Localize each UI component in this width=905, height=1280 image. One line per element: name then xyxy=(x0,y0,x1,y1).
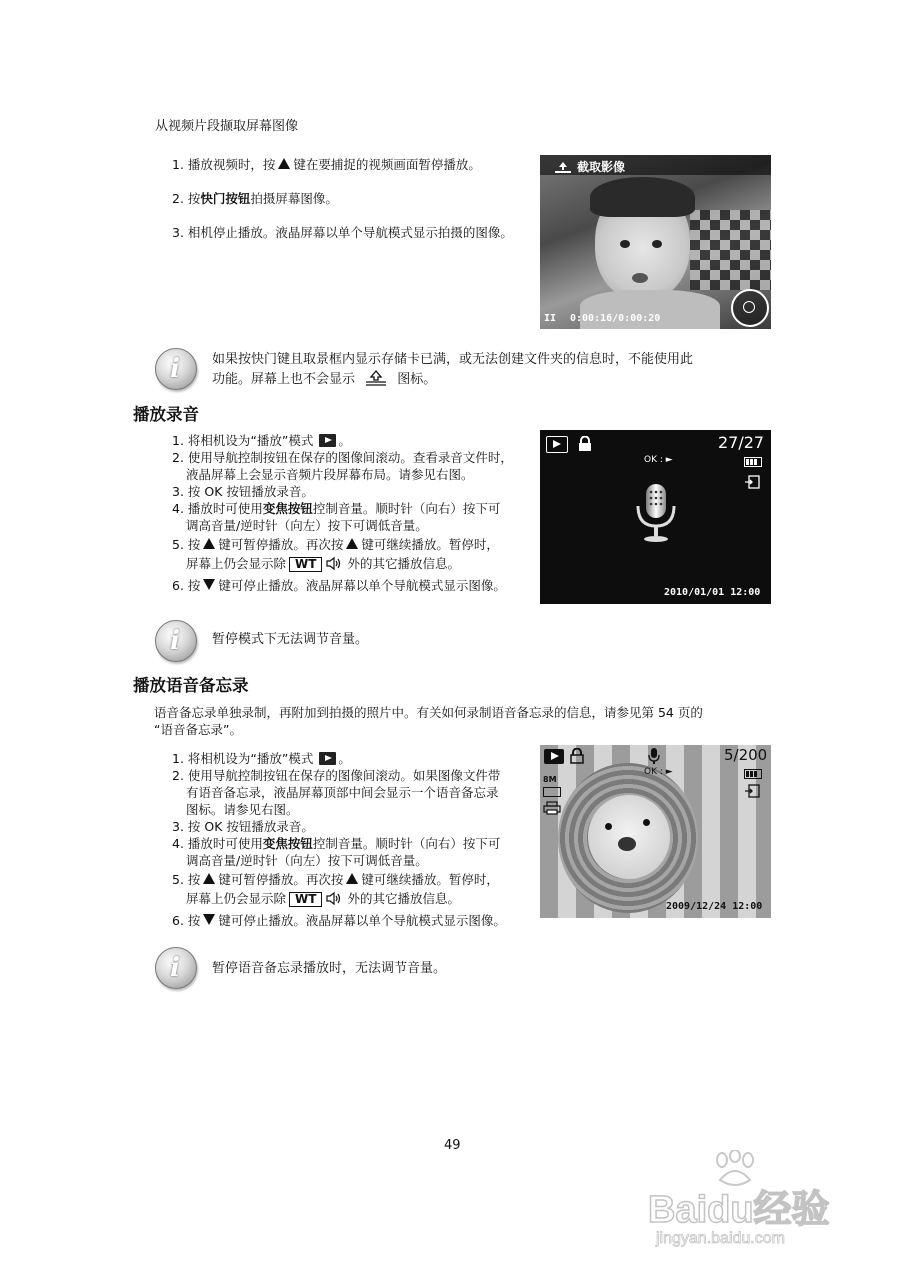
memo-step-3: 3. 按 OK 按钮播放录音。 xyxy=(172,819,314,834)
battery-icon xyxy=(744,769,762,779)
down-arrow-icon xyxy=(203,914,215,925)
playback-time: 0:00:16/0:00:20 xyxy=(570,313,661,324)
capture-step-2: 2. 按快门按钮拍摄屏幕图像。 xyxy=(172,191,338,206)
capture-icon xyxy=(554,159,572,178)
up-arrow-icon xyxy=(203,873,215,884)
voice-step-2: 2. 使用导航控制按钮在保存的图像间滚动。查看录音文件时， xyxy=(172,450,513,465)
voice-step-5: 5. 按 键可暂停播放。再次按 键可继续播放。暂停时， xyxy=(172,537,499,552)
play-mode-icon xyxy=(546,436,568,453)
page-number: 49 xyxy=(444,1138,461,1153)
playback-mode-icon xyxy=(319,434,336,447)
lock-icon xyxy=(578,436,592,456)
toy-eye-left xyxy=(605,823,612,830)
child-eye-right xyxy=(652,240,662,248)
watermark-url: jingyan.baidu.com xyxy=(656,1230,785,1247)
lock-icon xyxy=(570,748,584,768)
speaker-icon xyxy=(325,556,343,575)
voice-step-1: 1. 将相机设为“播放”模式 。 xyxy=(172,433,351,448)
video-capture-screen xyxy=(540,155,771,329)
info-note-icon: i xyxy=(155,620,197,662)
voice-memo-steps xyxy=(172,750,506,929)
screen-header-title: 截取影像 xyxy=(577,160,626,174)
checkered-floor xyxy=(690,210,771,290)
voice-step-6: 6. 按 键可停止播放。液晶屏幕以单个导航模式显示图像。 xyxy=(172,578,506,593)
screen-header-bar xyxy=(540,155,771,175)
toy-eye-right xyxy=(643,819,650,826)
watermark-brand: Baidu经验 xyxy=(648,1189,830,1231)
date-time: 2009/12/24 12:00 xyxy=(666,901,763,912)
capture-note: 如果按快门键且取景框内显示存储卡已满，或无法创建文件夹的信息时，不能使用此 功能。屏幕上也不会显示 图标。 xyxy=(212,350,693,394)
up-arrow-icon xyxy=(203,538,215,549)
up-arrow-icon xyxy=(346,538,358,549)
voice-step-5-cont: 屏幕上仍会显示除 WT 外的其它播放信息。 xyxy=(172,555,513,575)
voice-playback-note: 暂停模式下无法调节音量。 xyxy=(212,632,369,647)
capture-step-1: 1. 播放视频时，按 键在要捕捉的视频画面暂停播放。 xyxy=(172,157,481,172)
toy-nose xyxy=(618,837,636,851)
memo-step-2: 2. 使用导航控制按钮在保存的图像间滚动。如果图像文件带 xyxy=(172,768,501,783)
file-counter: 27/27 xyxy=(718,433,765,452)
image-size-icon xyxy=(543,787,561,797)
child-hair xyxy=(590,177,695,217)
down-arrow-icon xyxy=(203,579,215,590)
speaker-icon xyxy=(325,891,343,910)
voice-step-4: 4. 播放时可使用变焦按钮控制音量。顺时针（向右）按下可 xyxy=(172,501,501,516)
child-mouth xyxy=(632,273,648,283)
play-mode-icon xyxy=(544,749,564,764)
voice-step-3: 3. 按 OK 按钮播放录音。 xyxy=(172,484,314,499)
voice-memo-screen xyxy=(540,745,771,918)
memo-step-4: 4. 播放时可使用变焦按钮控制音量。顺时针（向右）按下可 xyxy=(172,836,501,851)
microphone-icon xyxy=(632,482,680,548)
section-title-voice-memo: 播放语音备忘录 xyxy=(133,676,249,695)
audio-playback-screen xyxy=(540,430,771,604)
pause-icon: II xyxy=(544,313,557,324)
capture-step-3: 3. 相机停止播放。液晶屏幕以单个导航模式显示拍摄的图像。 xyxy=(172,225,513,240)
memo-step-2-cont: 有语音备忘录，液晶屏幕顶部中间会显示一个语音备忘录 xyxy=(186,785,499,800)
capture-icon xyxy=(365,370,387,394)
up-arrow-icon xyxy=(278,158,290,169)
memory-card-icon xyxy=(744,783,760,802)
ok-play-hint: OK : ► xyxy=(644,455,673,465)
image-size-badge: 8M xyxy=(543,775,557,784)
capture-steps xyxy=(172,156,513,241)
memo-step-2-cont2: 图标。请参见右图。 xyxy=(186,802,299,817)
voice-memo-intro: 语音备忘录单独录制，再附加到拍摄的照片中。有关如何录制语音备忘录的信息，请参见第 54 页的 “语音备忘录”。 xyxy=(154,705,703,737)
voice-memo-icon xyxy=(648,747,660,769)
ok-play-hint: OK : ► xyxy=(644,767,673,777)
wt-icon: WT xyxy=(289,557,322,572)
memo-step-1: 1. 将相机设为“播放”模式 。 xyxy=(172,751,351,766)
playback-mode-icon xyxy=(319,752,336,765)
print-icon xyxy=(543,800,561,819)
baidu-watermark xyxy=(648,1150,888,1250)
nav-wheel-icon xyxy=(731,289,769,327)
info-note-icon: i xyxy=(155,348,197,390)
battery-icon xyxy=(744,457,762,467)
date-time: 2010/01/01 12:00 xyxy=(664,587,761,598)
memo-step-4-cont: 调高音量/逆时针（向左）按下可调低音量。 xyxy=(186,853,428,868)
file-counter: 5/200 xyxy=(724,746,768,764)
voice-memo-note: 暂停语音备忘录播放时，无法调节音量。 xyxy=(212,961,447,976)
memo-step-6: 6. 按 键可停止播放。液晶屏幕以单个导航模式显示图像。 xyxy=(172,913,506,928)
info-note-icon: i xyxy=(155,947,197,989)
voice-step-2-cont: 液晶屏幕上会显示音频片段屏幕布局。请参见右图。 xyxy=(186,467,474,482)
screen-time-bar xyxy=(540,311,720,329)
section-title-capture: 从视频片段撷取屏幕图像 xyxy=(155,119,299,134)
up-arrow-icon xyxy=(346,873,358,884)
section-title-voice-playback: 播放录音 xyxy=(133,405,199,424)
child-eye-left xyxy=(620,240,630,248)
wt-icon: WT xyxy=(289,892,322,907)
memo-step-5: 5. 按 键可暂停播放。再次按 键可继续播放。暂停时， xyxy=(172,872,499,887)
voice-playback-steps xyxy=(172,432,513,594)
memo-step-5-cont: 屏幕上仍会显示除 WT 外的其它播放信息。 xyxy=(172,890,506,910)
memory-card-icon xyxy=(744,474,760,493)
voice-step-4-cont: 调高音量/逆时针（向左）按下可调低音量。 xyxy=(186,518,428,533)
